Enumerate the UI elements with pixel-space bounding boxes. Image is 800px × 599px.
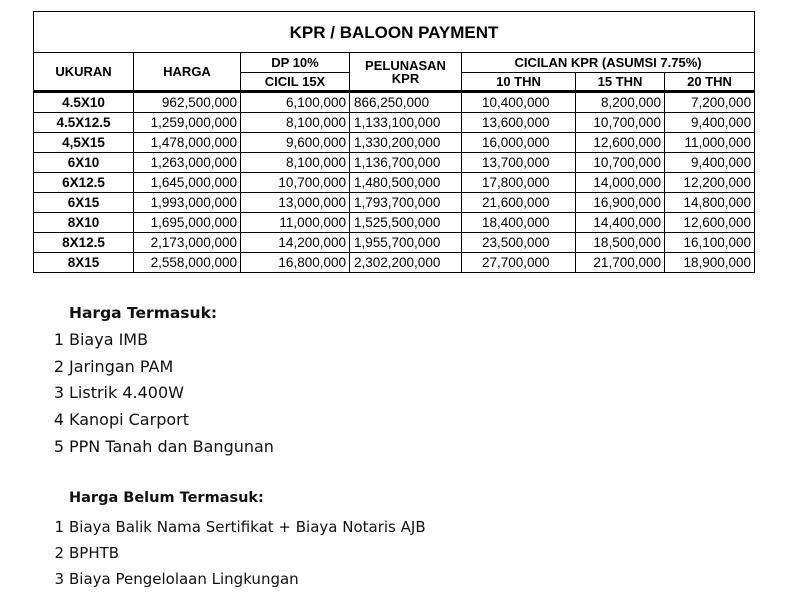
cell-harga: 1,478,000,000 xyxy=(134,133,241,153)
cell-dp: 6,100,000 xyxy=(241,92,350,113)
table-row xyxy=(34,133,755,153)
cell-15-thn: 10,700,000 xyxy=(576,153,665,173)
cell-20-thn: 9,400,000 xyxy=(665,113,755,133)
cell-harga: 2,558,000,000 xyxy=(134,253,241,273)
header-harga: HARGA xyxy=(134,53,241,92)
cell-dp: 11,000,000 xyxy=(241,213,350,233)
cell-pelunasan: 1,133,100,000 xyxy=(350,113,462,133)
cell-dp: 16,800,000 xyxy=(241,253,350,273)
cell-20-thn: 11,000,000 xyxy=(665,133,755,153)
cell-20-thn: 14,800,000 xyxy=(665,193,755,213)
header-15-thn: 15 THN xyxy=(576,73,665,92)
cell-dp: 14,200,000 xyxy=(241,233,350,253)
cell-pelunasan: 1,955,700,000 xyxy=(350,233,462,253)
cell-15-thn: 10,700,000 xyxy=(576,113,665,133)
header-pelunasan xyxy=(350,53,462,92)
cell-harga: 1,259,000,000 xyxy=(134,113,241,133)
kpr-pricing-table xyxy=(33,11,755,273)
list-item-text: Biaya Balik Nama Sertifikat + Biaya Notaris AJB xyxy=(69,518,426,536)
cell-20-thn: 7,200,000 xyxy=(665,92,755,113)
cell-10-thn: 13,700,000 xyxy=(462,153,576,173)
table-row xyxy=(34,92,755,113)
header-pelunasan-line2: KPR xyxy=(391,70,420,86)
table-row xyxy=(34,153,755,173)
cell-dp: 13,000,000 xyxy=(241,193,350,213)
list-item-text: BPHTB xyxy=(69,544,120,562)
list-item-number: 2 xyxy=(53,357,64,376)
cell-harga: 1,645,000,000 xyxy=(134,173,241,193)
cell-pelunasan: 1,525,500,000 xyxy=(350,213,462,233)
list-item-number: 3 xyxy=(54,570,64,588)
cell-dp: 10,700,000 xyxy=(241,173,350,193)
cell-dp: 9,600,000 xyxy=(241,133,350,153)
cell-ukuran: 4,5X15 xyxy=(34,133,134,153)
cell-20-thn: 9,400,000 xyxy=(665,153,755,173)
excluded-title: Harga Belum Termasuk: xyxy=(69,490,264,506)
header-dp: DP 10% xyxy=(241,53,350,73)
list-item-number: 4 xyxy=(53,410,64,429)
cell-10-thn: 10,400,000 xyxy=(462,92,576,113)
cell-15-thn: 18,500,000 xyxy=(576,233,665,253)
list-item-number: 5 xyxy=(53,437,64,456)
list-item-text: PPN Tanah dan Bangunan xyxy=(69,437,274,456)
cell-harga: 1,993,000,000 xyxy=(134,193,241,213)
cell-15-thn: 8,200,000 xyxy=(576,92,665,113)
cell-harga: 1,263,000,000 xyxy=(134,153,241,173)
cell-pelunasan: 2,302,200,000 xyxy=(350,253,462,273)
header-20-thn: 20 THN xyxy=(665,73,755,92)
list-item-number: 1 xyxy=(53,330,64,349)
cell-20-thn: 18,900,000 xyxy=(665,253,755,273)
cell-10-thn: 23,500,000 xyxy=(462,233,576,253)
cell-15-thn: 16,900,000 xyxy=(576,193,665,213)
cell-10-thn: 16,000,000 xyxy=(462,133,576,153)
header-pelunasan-line1: PELUNASAN xyxy=(365,57,446,73)
cell-dp: 8,100,000 xyxy=(241,153,350,173)
pricing-table-container xyxy=(33,11,754,273)
list-item-number: 1 xyxy=(54,518,64,536)
list-item-number: 2 xyxy=(54,544,64,562)
list-item-number: 3 xyxy=(53,383,64,402)
cell-pelunasan: 1,793,700,000 xyxy=(350,193,462,213)
cell-ukuran: 6X15 xyxy=(34,193,134,213)
list-item-text: Listrik 4.400W xyxy=(69,383,184,402)
cell-10-thn: 18,400,000 xyxy=(462,213,576,233)
cell-10-thn: 21,600,000 xyxy=(462,193,576,213)
cell-15-thn: 14,000,000 xyxy=(576,173,665,193)
table-row xyxy=(34,253,755,273)
cell-ukuran: 8X10 xyxy=(34,213,134,233)
cell-20-thn: 12,200,000 xyxy=(665,173,755,193)
cell-harga: 1,695,000,000 xyxy=(134,213,241,233)
cell-harga: 962,500,000 xyxy=(134,92,241,113)
header-ukuran: UKURAN xyxy=(34,53,134,92)
cell-pelunasan: 866,250,000 xyxy=(350,92,462,113)
table-row xyxy=(34,233,755,253)
cell-15-thn: 12,600,000 xyxy=(576,133,665,153)
cell-20-thn: 16,100,000 xyxy=(665,233,755,253)
cell-ukuran: 8X15 xyxy=(34,253,134,273)
cell-15-thn: 21,700,000 xyxy=(576,253,665,273)
table-title: KPR / BALOON PAYMENT xyxy=(34,12,755,53)
table-body xyxy=(34,92,755,273)
header-10-thn: 10 THN xyxy=(462,73,576,92)
table-row xyxy=(34,173,755,193)
included-title: Harga Termasuk: xyxy=(69,304,218,322)
cell-dp: 8,100,000 xyxy=(241,113,350,133)
list-item-text: Biaya IMB xyxy=(69,330,149,349)
cell-ukuran: 6X12.5 xyxy=(34,173,134,193)
table-row xyxy=(34,193,755,213)
cell-10-thn: 13,600,000 xyxy=(462,113,576,133)
cell-pelunasan: 1,480,500,000 xyxy=(350,173,462,193)
cell-ukuran: 8X12.5 xyxy=(34,233,134,253)
table-row xyxy=(34,113,755,133)
cell-pelunasan: 1,136,700,000 xyxy=(350,153,462,173)
cell-10-thn: 17,800,000 xyxy=(462,173,576,193)
cell-harga: 2,173,000,000 xyxy=(134,233,241,253)
list-item-text: Biaya Pengelolaan Lingkungan xyxy=(69,570,299,588)
table-row xyxy=(34,213,755,233)
cell-10-thn: 27,700,000 xyxy=(462,253,576,273)
header-cicilan: CICILAN KPR (ASUMSI 7.75%) xyxy=(462,53,755,73)
cell-ukuran: 4.5X12.5 xyxy=(34,113,134,133)
cell-20-thn: 12,600,000 xyxy=(665,213,755,233)
header-dp-cicil: CICIL 15X xyxy=(241,73,350,92)
cell-ukuran: 4.5X10 xyxy=(34,92,134,113)
list-item-text: Kanopi Carport xyxy=(69,410,189,429)
list-item-text: Jaringan PAM xyxy=(69,357,174,376)
cell-pelunasan: 1,330,200,000 xyxy=(350,133,462,153)
cell-ukuran: 6X10 xyxy=(34,153,134,173)
cell-15-thn: 14,400,000 xyxy=(576,213,665,233)
